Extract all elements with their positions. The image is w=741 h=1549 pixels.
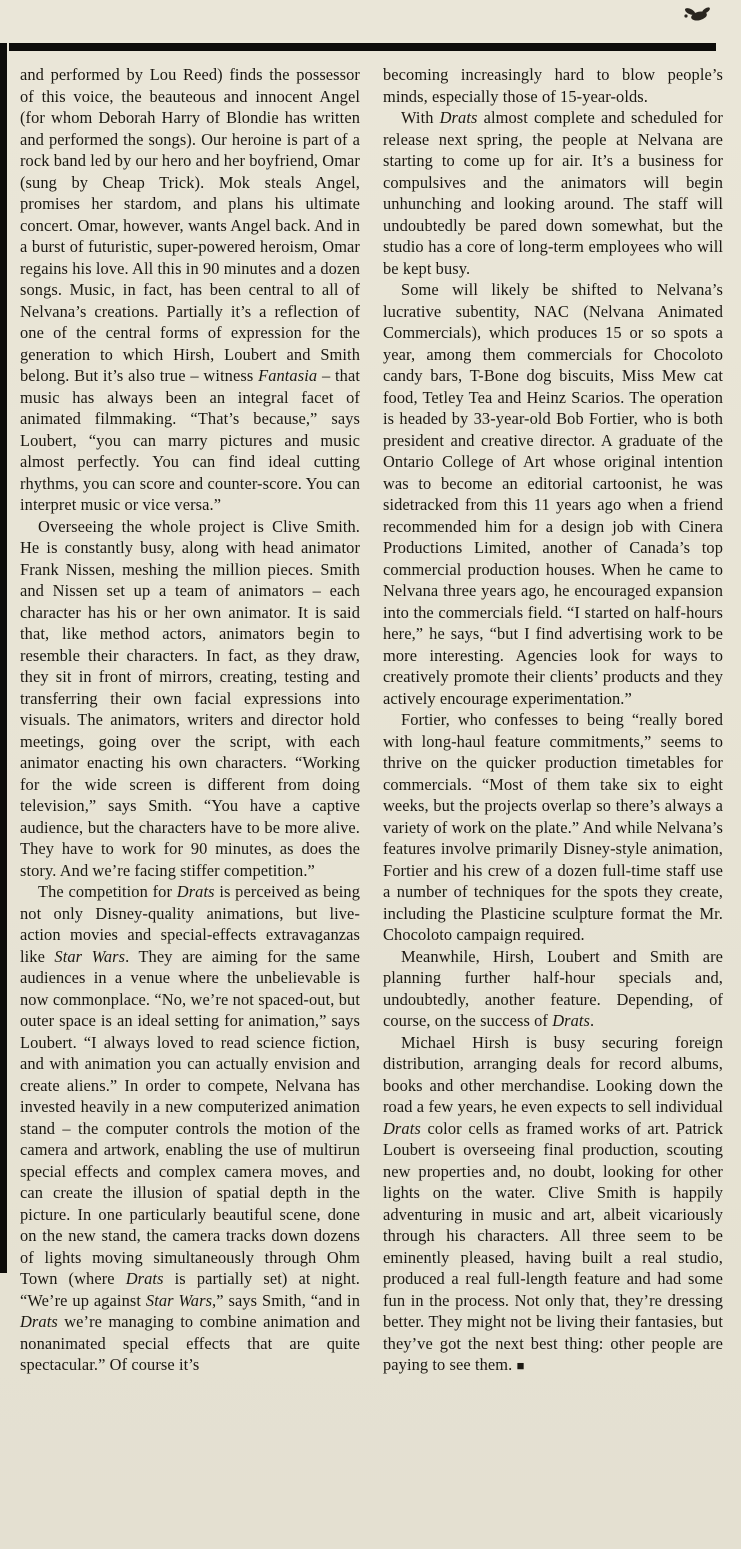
paragraph: Michael Hirsh is busy securing foreign distribution, arranging deals for record albums, books and other merchandise. Looking down the road a few years, he even expects to sell individual Drats color cells as framed works of art. Patrick Loubert is overseeing final production, scouting new properties and, no doubt, looking for other lights on the water. Clive Smith is happily adventuring in music and art, albeit vicariously through his characters. All three seem to be eminently pleased, having built a real studio, produced a real full-length feature and had some fun in the process. Not only that, they’re dressing better. They might not be living their fantasies, but they’ve got the next best thing: other people are paying to see them. ■ [383, 1032, 723, 1374]
paragraph: Fortier, who confesses to being “really bored with long-haul feature commitments,” seems to thrive on the quicker production timetables for commercials. “Most of them take six to eight weeks, but the projects overlap so there’s always a variety of work on the plate.” And while Nelvana’s features involve primarily Disney-style animation, Fortier and his crew of a dozen full-time staff use a number of techniques for the spots they create, including the Plasticine sculpture format the Mr. Chocoloto campaign required. [383, 710, 723, 944]
paragraph: With Drats almost complete and scheduled for release next spring, the people at Nelvana are starting to come up for air. It’s a business for compulsives and the animators will begin unhunching and looking around. The staff will undoubtedly be pared down somewhat, but the studio has a core of long-term employees who will be kept busy. [383, 108, 723, 278]
paragraph: The competition for Drats is perceived as being not only Disney-quality animations, but live-action movies and special-effects extravaganzas like Star Wars. They are aiming for the same audiences in a venue where the unbelievable is now commonplace. “No, we’re not spaced-out, but outer space is an ideal setting for animation,” says Loubert. “I always loved to read science fiction, and with animation you can actually envision and create aliens.” In order to compete, Nelvana has invested heavily in a new computerized animation stand – the computer controls the motion of the camera and artwork, enabling the use of multirun special effects and complex camera moves, and can create the illusion of spatial depth in the picture. In one particularly beautiful scene, done on the new stand, the camera tracks down dozens of lights moving simultaneously through Ohm Town (where Drats is partially set) at night. “We’re up against Star Wars,” says Smith, “and in Drats we’re managing to combine animation and nonanimated special effects that are quite spectacular.” Of course it’s [20, 882, 360, 1374]
top-rule [9, 43, 716, 51]
paragraph: Meanwhile, Hirsh, Loubert and Smith are planning further half-hour specials and, undoubtedly, another feature. Depending, of course, on the success of Drats. [383, 946, 723, 1030]
article-column-left [20, 64, 360, 1377]
paragraph: Overseeing the whole project is Clive Smith. He is constantly busy, along with head animator Frank Nissen, meshing the million pieces. Smith and Nissen set up a team of animators – each character has his or her own animator. It is said that, like method actors, animators begin to resemble their characters. In fact, as they draw, they sit in front of mirrors, creating, testing and transferring their own facial expressions into visuals. The animators, writers and director hold meetings, going over the script, with each animator enacting his own characters. “Working for the wide screen is different from doing television,” says Smith. “You have a captive audience, but the characters have to be more alive. They have to work for 90 minutes, as does the story. And we’re facing stiffer competition.” [20, 516, 360, 880]
paragraph: Some will likely be shifted to Nelvana’s lucrative subentity, NAC (Nelvana Animated Commercials), which produces 15 or so spots a year, among them commercials for Chocoloto candy bars, T-Bone dog biscuits, Miss Mew cat food, Tetley Tea and Heinz Scarios. The operation is headed by 33-year-old Bob Fortier, who is both president and creative director. A graduate of the Ontario College of Art whose original intention was to become an editorial cartoonist, he was sidetracked from this 11 years ago when a friend recommended him for a design job with Cinera Productions Limited, another of Canada’s top commercial production houses. When he came to Nelvana three years ago, he encouraged expansion into the commercials field. “I started on half-hours here,” he says, “but I find advertising work to be more interesting. Agencies look for ways to creatively promote their clients’ products and they actively encourage experimentation.” [383, 280, 723, 708]
paragraph: becoming increasingly hard to blow people’s minds, especially those of 15-year-olds. [383, 65, 723, 106]
corner-ornament-icon [679, 4, 713, 24]
left-edge-rule [0, 43, 7, 1273]
paragraph: and performed by Lou Reed) finds the possessor of this voice, the beauteous and innocent Angel (for whom Deborah Harry of Blondie has written and performed the songs). Our heroine is part of a rock band led by our hero and her boyfriend, Omar (sung by Cheap Trick). Mok steals Angel, promises her stardom, and plans his ultimate concert. Omar, however, wants Angel back. And in a burst of futuristic, super-powered heroism, Omar regains his love. All this in 90 minutes and a dozen songs. Music, in fact, has been central to all of Nelvana’s creations. Partially it’s a reflection of one of the central forms of expression for the generation to which Hirsh, Loubert and Smith belong. But it’s also true – witness Fantasia – that music has always been an integral facet of animated filmmaking. “That’s because,” says Loubert, “you can marry pictures and music almost perfectly. You can find ideal cutting rhythms, you can score and counter-score. You can interpret music or vice versa.” [20, 65, 360, 514]
article-column-right [383, 64, 723, 1377]
article-body [20, 64, 723, 1377]
